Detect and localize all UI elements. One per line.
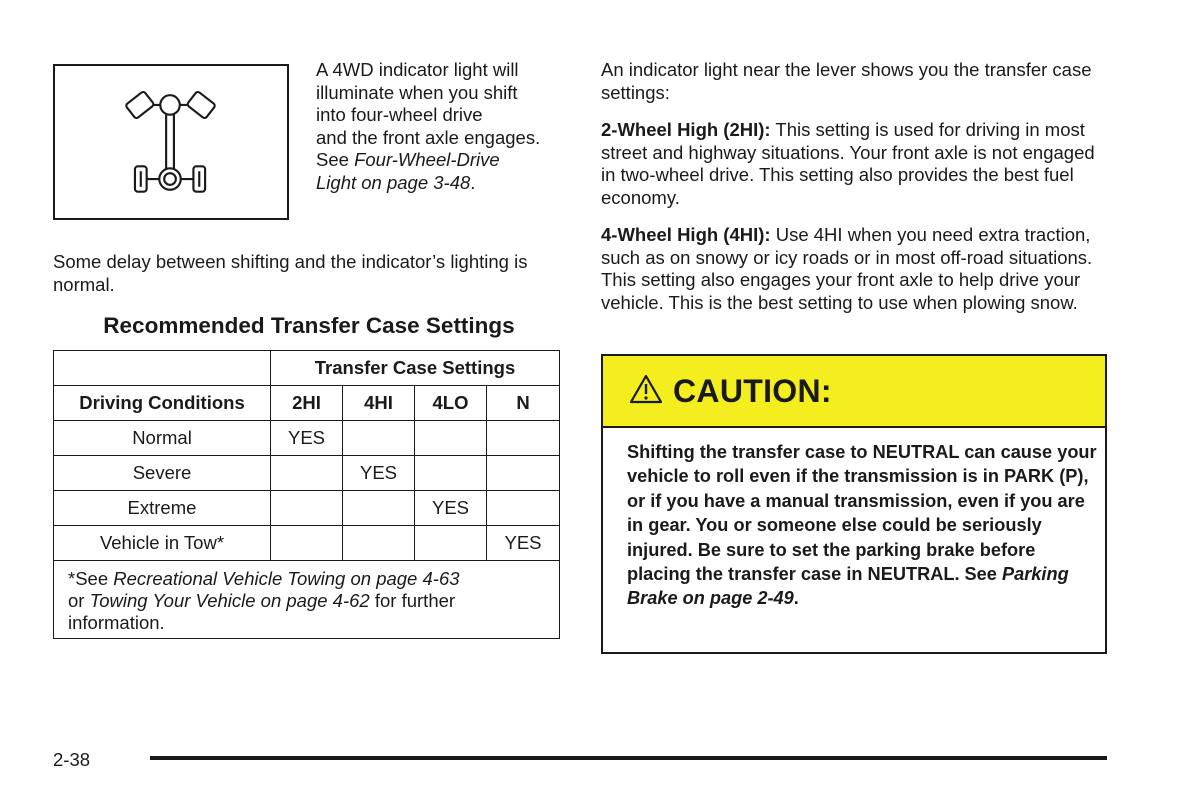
transfer-case-table <box>53 350 560 639</box>
column-header: Driving Conditions <box>54 386 271 421</box>
setting-cell <box>487 456 560 491</box>
warning-triangle-icon <box>629 374 663 404</box>
setting-cell <box>271 526 343 561</box>
setting-cell: YES <box>415 491 487 526</box>
setting-cell <box>271 456 343 491</box>
setting-cell: YES <box>343 456 415 491</box>
setting-cell <box>487 491 560 526</box>
column-header: 4HI <box>343 386 415 421</box>
setting-cell: YES <box>487 526 560 561</box>
setting-cell <box>343 421 415 456</box>
table-row <box>54 491 560 526</box>
4wd-indicator-figure <box>53 64 289 220</box>
towing-vehicle-reference: Towing Your Vehicle on page 4-62 <box>89 590 370 611</box>
two-wheel-high-label: 2-Wheel High (2HI): <box>601 119 771 140</box>
table-heading: Recommended Transfer Case Settings <box>103 313 515 338</box>
setting-cell <box>415 526 487 561</box>
setting-cell <box>343 491 415 526</box>
page-number: 2-38 <box>53 749 91 770</box>
setting-cell: YES <box>271 421 343 456</box>
caution-header <box>603 356 1105 428</box>
parking-brake-reference: Parking Brake on page 2-49 <box>627 564 1069 609</box>
column-header: N <box>487 386 560 421</box>
4wd-indicator-icon <box>55 66 287 218</box>
indicator-page-reference: Four-Wheel-Drive Light on page 3-48 <box>316 149 500 193</box>
setting-cell <box>415 456 487 491</box>
table-row <box>54 456 560 491</box>
setting-cell <box>487 421 560 456</box>
condition-cell: Normal <box>54 421 271 456</box>
setting-cell <box>271 491 343 526</box>
caution-text: Shifting the transfer case to NEUTRAL can cause your vehicle to roll even if the transmission is in PARK (P), or if you have a manual transmission, even if you are in gear. You or someone else could be seriously injured. Be sure to set the parking brake before placing the transfer case in NEUTRAL. See Parking Brake on page 2-49. <box>627 442 1097 609</box>
indicator-light-intro: An indicator light near the lever shows you the transfer case settings: <box>601 59 1092 103</box>
condition-cell: Severe <box>54 456 271 491</box>
condition-cell: Extreme <box>54 491 271 526</box>
footer-rule <box>150 756 1107 760</box>
table-footnote: *See Recreational Vehicle Towing on page 4-63 or Towing Your Vehicle on page 4-62 for further information. <box>54 561 560 639</box>
setting-cell <box>343 526 415 561</box>
table-row <box>54 526 560 561</box>
table-footnote-row <box>54 561 560 639</box>
caution-box <box>601 354 1107 654</box>
condition-cell: Vehicle in Tow* <box>54 526 271 561</box>
column-header: 2HI <box>271 386 343 421</box>
indicator-description: A 4WD indicator light will illuminate when you shift into four-wheel drive and the front axle engages. See Four-Wheel-Drive Light on page 3-48. <box>316 59 541 193</box>
table-corner-cell <box>54 351 271 386</box>
two-wheel-high-description: 2-Wheel High (2HI): This setting is used for driving in most street and highway situations. Your front axle is not engaged in two-wheel drive. This setting also provides the best fuel economy. <box>601 119 1095 208</box>
table-row <box>54 421 560 456</box>
setting-cell <box>415 421 487 456</box>
four-wheel-high-description: 4-Wheel High (4HI): Use 4HI when you need extra traction, such as on snowy or icy roads or in most off-road situations. This setting also engages your front axle to help drive your vehicle. This is the best setting to use when plowing snow. <box>601 224 1093 313</box>
rv-towing-reference: Recreational Vehicle Towing on page 4-63 <box>113 568 460 589</box>
table-column-header-row <box>54 386 560 421</box>
table-group-header-row <box>54 351 560 386</box>
delay-note: Some delay between shifting and the indicator’s lighting is normal. <box>53 251 528 295</box>
caution-title: CAUTION: <box>673 373 832 409</box>
four-wheel-high-label: 4-Wheel High (4HI): <box>601 224 771 245</box>
transfer-case-settings-header: Transfer Case Settings <box>271 351 560 386</box>
column-header: 4LO <box>415 386 487 421</box>
